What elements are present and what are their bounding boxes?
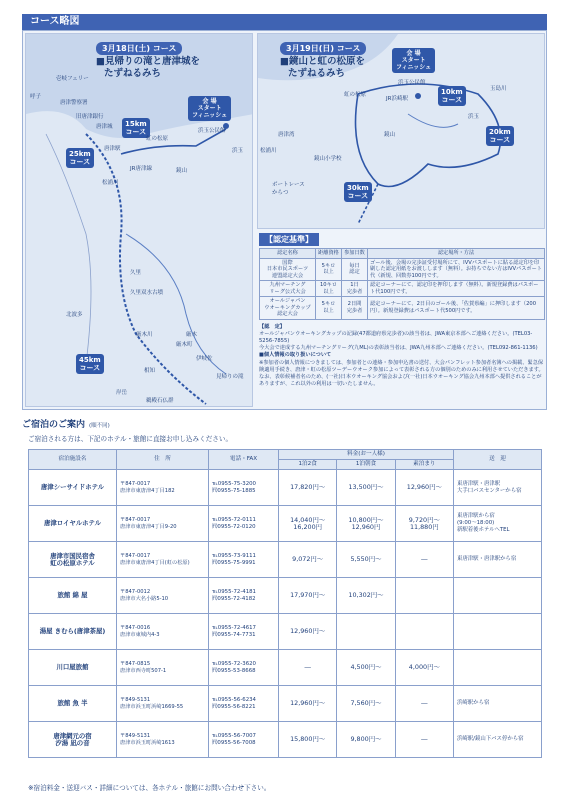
map-label: 虹の松原 — [146, 136, 169, 142]
certification-notes — [259, 324, 545, 389]
hotel-address-line: 〒849-5131 — [120, 732, 151, 739]
hotel-fee-a — [279, 722, 337, 758]
hotel-address — [117, 722, 209, 758]
hotel-address-line: 〒847-0017 — [120, 552, 151, 559]
hotel-tel — [209, 506, 279, 542]
hotel-tel-line: ℡0955-73-9111 — [212, 552, 256, 559]
hotel-tel — [209, 470, 279, 506]
table-row — [29, 470, 542, 506]
day2-30km-badge: 30km コース — [344, 182, 372, 202]
hotel-name-line: 湯屋 きむら(唐津茶屋) — [39, 627, 106, 635]
hotel-tel-line: ℡0955-72-4617 — [212, 624, 256, 631]
table-row — [260, 258, 545, 281]
map-label: 厳木川 — [136, 332, 153, 338]
table-row — [29, 578, 542, 614]
day1-45km-badge: 45km コース — [76, 354, 104, 374]
hotel-name — [29, 578, 117, 614]
hotel-name — [29, 686, 117, 722]
hotel-fee-b-line: 4,500円～ — [350, 663, 382, 671]
day2-course-tag: 3月19日(日) コース — [280, 42, 366, 55]
cert-col-name: 認定名称 — [260, 249, 316, 259]
hotel-address — [117, 578, 209, 614]
cert-col-distance: 距離資格 — [316, 249, 342, 259]
day2-course-title-2: たずねるみち — [288, 68, 346, 79]
hotel-access — [454, 542, 542, 578]
hotel-fee-a-line: 15,800円～ — [290, 735, 326, 743]
day2-10km-badge: 10km コース — [438, 86, 466, 106]
hotel-fee-b — [337, 506, 395, 542]
map-label: 厳木町 — [176, 342, 193, 348]
hotel-access — [454, 506, 542, 542]
map-label: 壱岐フェリー — [56, 76, 89, 82]
map-label: 唐津駅 — [104, 146, 121, 152]
hotel-name-line: 唐津網元の宿 汐湯 凪の音 — [53, 731, 92, 747]
cert-name: オールジャパン ウオーキングカップ 認定大会 — [260, 297, 316, 320]
lodging-section — [22, 417, 547, 443]
map-label: 鵜殿石仏群 — [146, 398, 174, 404]
course-maps — [22, 30, 547, 410]
hotel-address-line: 〒847-0017 — [120, 516, 151, 523]
hotel-address-line: 〒847-0016 — [120, 624, 151, 631]
cert-days: 毎日 認定 — [342, 258, 368, 281]
cert-method: 認定コーナーにて、認定印を押印します（無料）。新規登録費はパスポート代100円です。 — [368, 281, 545, 297]
hotel-tel — [209, 722, 279, 758]
hotel-fee-a-line: 17,820円～ — [290, 483, 326, 491]
hotel-fee-a — [279, 686, 337, 722]
hotel-tel — [209, 686, 279, 722]
hotel-access — [454, 722, 542, 758]
map-label: 見帰りの滝 — [216, 374, 244, 380]
day2-venue-note: 浜玉公民館 — [398, 80, 426, 86]
hotel-name-line: 旅館 魚 半 — [57, 699, 88, 707]
hotel-address-line: 〒847-0012 — [120, 588, 151, 595]
hotel-fee-c-line: 4,000円～ — [408, 663, 440, 671]
certification-panel — [259, 233, 545, 409]
cert-col-days: 参加日数 — [342, 249, 368, 259]
cert-distance: 10キロ 以上 — [316, 281, 342, 297]
hotel-fee-b — [337, 686, 395, 722]
hotel-address-line: 〒849-5131 — [120, 696, 151, 703]
day2-map — [257, 33, 545, 229]
hotel-fee-c — [395, 722, 453, 758]
hotel-name-line: 唐津ロイヤルホテル — [44, 519, 101, 527]
hotel-tel — [209, 650, 279, 686]
cert-distance: 5キロ 以上 — [316, 297, 342, 320]
hotel-tel — [209, 614, 279, 650]
hotel-fee-c — [395, 650, 453, 686]
table-row — [260, 281, 545, 297]
hotel-fee-b — [337, 578, 395, 614]
hotel-fee-c-line: 9,720円～ 11,880円 — [408, 515, 440, 531]
hotel-tel-line: ㈹0955-72-0120 — [212, 523, 256, 530]
map-label: 玉島川 — [490, 86, 507, 92]
hotel-address-line: 唐津市西寺町507-1 — [120, 667, 167, 674]
hotel-tel-line: ℡0955-72-0111 — [212, 516, 256, 523]
day1-venue-note: 浜玉公民館 — [198, 128, 226, 134]
hotel-fee-b-line: 5,550円～ — [350, 555, 382, 563]
col-access: 送 迎 — [454, 450, 542, 470]
note-item: オールジャパンウオーキングカップの記録(47都道府県完歩者)の該当者は、JWA東京本部へご連絡ください。(TEL03-5256-7855) — [259, 330, 533, 344]
hotel-access-line: 浜崎駅/鏡山下バス停から宿 — [457, 736, 524, 742]
map-label: 松浦川 — [260, 148, 277, 154]
lodging-table-body — [29, 470, 542, 758]
hotel-fee-b-line: 9,800円～ — [350, 735, 382, 743]
hotel-access — [454, 470, 542, 506]
map-label: 鏡山小学校 — [314, 156, 342, 162]
lodging-title-note: (順不同) — [89, 423, 110, 429]
col-fee: 料金(お一人様) — [279, 450, 454, 460]
lodging-table — [28, 449, 542, 758]
hotel-address-line: 唐津市大名小路5-10 — [120, 595, 169, 602]
hotel-fee-c-line: ― — [421, 735, 428, 743]
hotel-address-line: 唐津市東唐津4丁目(虹の松原) — [120, 559, 190, 566]
hotel-fee-b — [337, 722, 395, 758]
table-row — [29, 722, 542, 758]
hotel-address-line: 唐津市東城内4-3 — [120, 631, 160, 638]
hotel-fee-b — [337, 470, 395, 506]
lodging-title-row — [22, 417, 547, 430]
hotel-tel-line: ℡0955-72-3620 — [212, 660, 256, 667]
cert-name: 九州マーチング リーグ公式大会 — [260, 281, 316, 297]
map-label: 唐津城 — [96, 124, 113, 130]
map-label: 厳木 — [186, 332, 198, 338]
hotel-fee-a — [279, 578, 337, 614]
hotel-name-line: 唐津シーサイドホテル — [40, 483, 105, 491]
map-label: 旧唐津銀行 — [76, 114, 104, 120]
day1-25km-badge: 25km コース — [66, 148, 94, 168]
hotel-tel-line: ㈹0955-75-1885 — [212, 487, 256, 494]
table-row — [29, 506, 542, 542]
privacy-title: ■個人情報の取り扱いについて — [259, 352, 332, 359]
hotel-fee-b — [337, 542, 395, 578]
hotel-fee-c — [395, 470, 453, 506]
hotel-fee-a-line: 14,040円～ 16,200円 — [290, 515, 326, 531]
hotel-tel-line: ℡0955-56-7007 — [212, 732, 256, 739]
hotel-fee-a — [279, 470, 337, 506]
cert-days: 2日間 完歩者 — [342, 297, 368, 320]
hotel-name-line: 唐津市国民宿舎 虹の松原ホテル — [50, 551, 95, 567]
map-label: 相知 — [144, 368, 156, 374]
hotel-address — [117, 542, 209, 578]
hotel-fee-a — [279, 506, 337, 542]
hotel-address — [117, 686, 209, 722]
hotel-fee-b-line: 10,302円～ — [348, 591, 384, 599]
privacy-text: ※参加者の個人情報につきましては、参加者との連絡・参加申込書の送付、大会パンフレット参加者名簿への掲載、緊急保険適用手続き、唐津・虹の松原ツーデーウオーク参加によって表彰される方の個別のためのみに利用させていただきます。なお、表彰候補者名のため、(一社)日本ウオーキング協会および(一社)日本ウオーキング協会九州本部へ提供されることがありますが、これ以外の利用は一切いたしません。 — [259, 359, 544, 388]
cert-name: 国際 日本市民スポーツ 連盟認定大会 — [260, 258, 316, 281]
hotel-fee-c — [395, 578, 453, 614]
hotel-access-line: 東唐津駅から宿 (9:00～18:00) 新駅着後ホテルへTEL — [457, 513, 510, 533]
notes-title: 【認 定】 — [259, 323, 285, 330]
hotel-name — [29, 470, 117, 506]
hotel-name — [29, 542, 117, 578]
certification-table — [259, 248, 545, 320]
hotel-fee-b — [337, 650, 395, 686]
map-label: 久里 — [130, 270, 142, 276]
hotel-name — [29, 650, 117, 686]
cert-method: ゴール後、会場の完歩証受付場所にて、IVVパスポートに貼る認定印を印刷した認定用紙をお渡しします（無料）。お持ちでない方はIVVパスポート代（新規、回数券100円です。 — [368, 258, 545, 281]
hotel-address-line: 唐津市東唐津4丁目9-20 — [120, 523, 177, 530]
note-item: 今大会で達成する九州マーチングリーグ(九ML)の表彰該当者は、JWA九州本部へご連絡ください。(TEL092-861-1136) — [259, 345, 538, 352]
hotel-address-line: 〒847-0017 — [120, 480, 151, 487]
table-row — [29, 614, 542, 650]
hotel-tel-line: ℡0955-72-4181 — [212, 588, 256, 595]
map-label: 松浦川 — [102, 180, 119, 186]
table-row — [260, 297, 545, 320]
hotel-name-line: 旅館 綿 屋 — [57, 591, 88, 599]
day2-venue-badge: 会 場 スタート フィニッシュ — [392, 48, 435, 73]
cert-days: 1日 完歩者 — [342, 281, 368, 297]
map-label: 浜玉 — [468, 114, 480, 120]
map-label: 北波多 — [66, 312, 83, 318]
hotel-access — [454, 686, 542, 722]
hotel-access-line: 浜崎駅から宿 — [457, 700, 490, 706]
hotel-fee-a — [279, 614, 337, 650]
col-fee-b: 1泊朝食 — [337, 460, 395, 470]
map-label: 浜玉 — [232, 148, 244, 154]
col-tel: 電話・FAX — [209, 450, 279, 470]
lodging-title: ご宿泊のご案内 — [22, 420, 86, 430]
day1-venue-badge: 会 場 スタート フィニッシュ — [188, 96, 231, 121]
hotel-tel-line: ㈹0955-75-9991 — [212, 559, 256, 566]
hotel-address-line: 〒847-0815 — [120, 660, 151, 667]
col-fee-c: 素泊まり — [395, 460, 453, 470]
hotel-fee-a-line: 9,072円～ — [292, 555, 324, 563]
hotel-fee-c — [395, 506, 453, 542]
hotel-tel — [209, 542, 279, 578]
hotel-address — [117, 506, 209, 542]
map-label: JR唐津線 — [130, 166, 152, 172]
hotel-name — [29, 722, 117, 758]
hotel-tel — [209, 578, 279, 614]
hotel-fee-a-line: 12,960円～ — [290, 627, 326, 635]
hotel-address — [117, 470, 209, 506]
day1-course-title-1: ■見帰りの滝と唐津城を — [96, 56, 200, 67]
table-row — [29, 542, 542, 578]
map-label: 伊岐佐 — [196, 356, 213, 362]
hotel-access-line: 東唐津駅・唐津駅から宿 — [457, 556, 517, 562]
day1-map-graphic — [26, 34, 253, 407]
hotel-tel-line: ㈹0955-56-8221 — [212, 703, 256, 710]
hotel-fee-a-line: 17,970円～ — [290, 591, 326, 599]
hotel-fee-c — [395, 614, 453, 650]
day2-20km-badge: 20km コース — [486, 126, 514, 146]
table-row — [29, 686, 542, 722]
day1-map — [25, 33, 253, 407]
hotel-fee-b — [337, 614, 395, 650]
hotel-address-line: 唐津市東唐津4丁目182 — [120, 487, 175, 494]
hotel-name — [29, 614, 117, 650]
hotel-address — [117, 650, 209, 686]
cert-distance: 5キロ 以上 — [316, 258, 342, 281]
map-label: 呼子 — [30, 94, 42, 100]
hotel-tel-line: ㈹0955-72-4182 — [212, 595, 256, 602]
day1-course-tag: 3月18日(土) コース — [96, 42, 182, 55]
map-label: 鏡山 — [384, 132, 396, 138]
hotel-fee-c-line: 12,960円～ — [406, 483, 442, 491]
col-fee-a: 1泊2食 — [279, 460, 337, 470]
hotel-fee-c — [395, 686, 453, 722]
certification-header: 【認定基準】 — [259, 233, 319, 246]
hotel-address-line: 唐津市浜玉町浜崎1669-55 — [120, 703, 184, 710]
hotel-address-line: 唐津市浜玉町浜崎1613 — [120, 739, 175, 746]
map-label: ボートレース からつ — [272, 182, 305, 196]
lodging-intro: ご宿泊される方は、下記のホテル・旅館に直接お申し込みください。 — [28, 435, 233, 443]
hotel-tel-line: ㈹0955-56-7008 — [212, 739, 256, 746]
lodging-footnote: ※宿泊料金・送迎バス・詳細については、各ホテル・旅館にお問い合わせ下さい。 — [28, 784, 271, 792]
hotel-address — [117, 614, 209, 650]
hotel-fee-c — [395, 542, 453, 578]
hotel-name-line: 川口屋旅館 — [56, 663, 89, 671]
hotel-access — [454, 614, 542, 650]
hotel-tel-line: ㈹0955-74-7731 — [212, 631, 256, 638]
day1-course-title-2: たずねるみち — [104, 68, 162, 79]
day1-15km-badge: 15km コース — [122, 118, 150, 138]
map-label: 久里双水古墳 — [130, 290, 164, 296]
hotel-fee-a-line: 12,960円～ — [290, 699, 326, 707]
map-label: 虹の松原 — [344, 92, 367, 98]
cert-col-method: 認定場所・方法 — [368, 249, 545, 259]
hotel-access-line: 東唐津駅・唐津駅 大手口バスセンターから宿 — [457, 480, 522, 494]
col-name: 宿泊施設名 — [29, 450, 117, 470]
map-label: JR浜崎駅 — [386, 96, 408, 102]
hotel-fee-a — [279, 542, 337, 578]
hotel-tel-line: ℡0955-75-3200 — [212, 480, 256, 487]
col-address: 住 所 — [117, 450, 209, 470]
map-label: 唐津湾 — [278, 132, 295, 138]
table-row — [29, 650, 542, 686]
hotel-fee-a-line: ― — [304, 663, 311, 671]
hotel-fee-c-line: ― — [421, 555, 428, 563]
hotel-access — [454, 650, 542, 686]
map-label: 岸岳 — [116, 390, 128, 396]
hotel-fee-c-line: ― — [421, 699, 428, 707]
hotel-name — [29, 506, 117, 542]
map-label: 唐津警察署 — [60, 100, 88, 106]
cert-method: 認定コーナーにて、2日目のゴール後、「佐賀県編」に押印します（200円）。新規登録費はパスポート代500円です。 — [368, 297, 545, 320]
map-label: 鏡山 — [176, 168, 188, 174]
hotel-fee-a — [279, 650, 337, 686]
hotel-fee-b-line: 10,800円～ 12,960円 — [348, 515, 384, 531]
hotel-tel-line: ㈹0955-53-8668 — [212, 667, 256, 674]
hotel-access — [454, 578, 542, 614]
hotel-fee-b-line: 7,560円～ — [350, 699, 382, 707]
day2-course-title-1: ■鏡山と虹の松原を — [280, 56, 365, 67]
course-map-header: コース略図 — [22, 14, 547, 30]
hotel-tel-line: ℡0955-56-6234 — [212, 696, 256, 703]
hotel-fee-b-line: 13,500円～ — [348, 483, 384, 491]
